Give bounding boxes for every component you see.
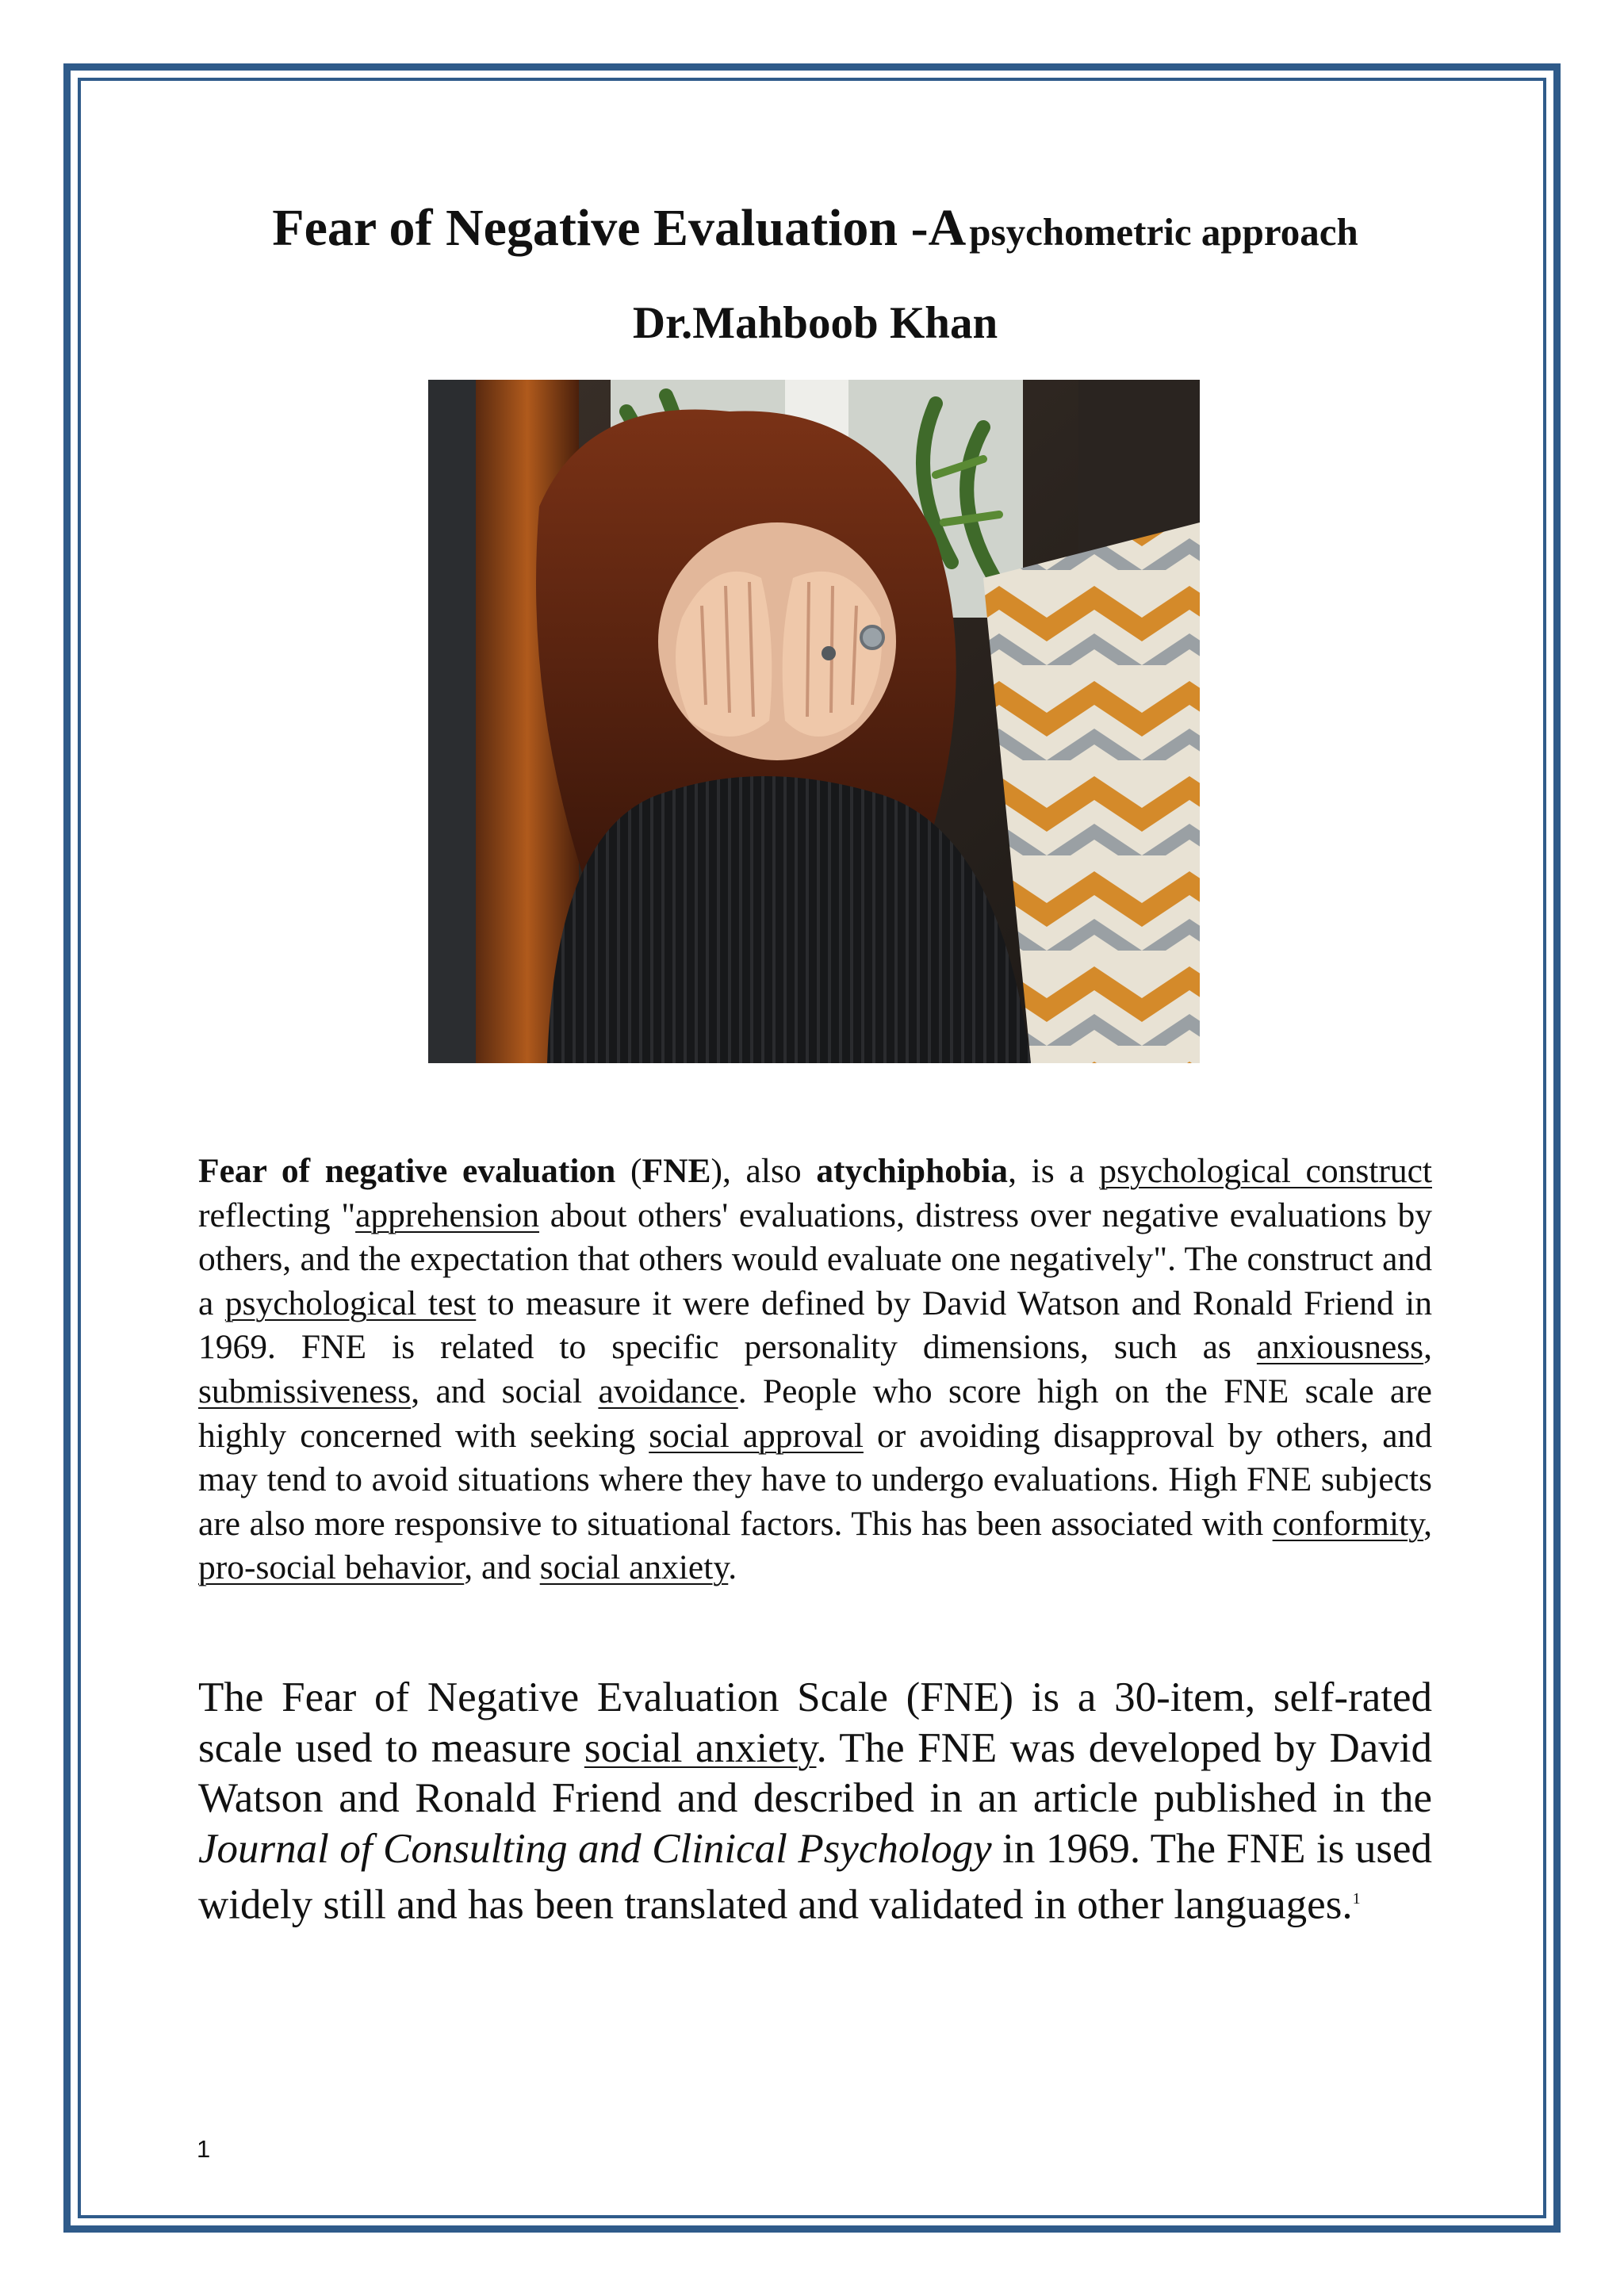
text-run: reflecting " (198, 1196, 356, 1234)
term-fne-abbrev: FNE (642, 1152, 711, 1190)
term-atychiphobia: atychiphobia (816, 1152, 1009, 1190)
link-anxiousness[interactable]: anxiousness (1256, 1328, 1424, 1367)
page-number: 1 (197, 2135, 211, 2163)
text-run: . The FNE was developed by David Watson and Ronald Friend and described in an article published in the (198, 1724, 1432, 1821)
paragraph-fne-scale (198, 1673, 1432, 1931)
link-social-anxiety[interactable]: social anxiety (539, 1548, 729, 1587)
document-title (198, 198, 1432, 258)
link-social-anxiety[interactable]: social anxiety (584, 1724, 817, 1771)
text-run: , (1423, 1328, 1432, 1367)
text-run: . People who score high on the FNE scale are highly concerned with seeking (198, 1372, 1432, 1455)
text-run: in 1969. The FNE is used widely still and has been translated and validated in other languages. (198, 1825, 1432, 1928)
title-sub: psychometric approach (969, 210, 1358, 254)
woman-covering-face-photo (428, 380, 1200, 1063)
link-psychological-test[interactable]: psychological test (224, 1284, 477, 1322)
link-pro-social-behavior[interactable]: pro-social behavior (198, 1548, 465, 1587)
paragraph-fne-definition (198, 1150, 1432, 1590)
term-fne: Fear of negative evaluation (198, 1152, 616, 1190)
author-name: Dr.Mahboob Khan (632, 298, 998, 348)
text-run: . (728, 1548, 737, 1587)
link-social-approval[interactable]: social approval (649, 1416, 864, 1455)
link-apprehension[interactable]: apprehension (355, 1196, 540, 1234)
text-run: ), also (710, 1152, 817, 1190)
text-run: ( (615, 1152, 642, 1190)
footnote-marker[interactable]: 1 (1352, 1890, 1361, 1908)
link-submissiveness[interactable]: submissiveness (198, 1372, 412, 1410)
link-psychological-construct[interactable]: psychological construct (1099, 1152, 1432, 1190)
text-run: , and social (411, 1372, 599, 1410)
title-main: Fear of Negative Evaluation -A (272, 199, 967, 257)
text-run: about others' evaluations, distress over negative evaluations by others, and the expectation that others would evaluate one negatively". The construct and a (198, 1196, 1432, 1322)
text-run: , and (464, 1548, 540, 1587)
text-run: to measure it were defined by David Watson and Ronald Friend in 1969. FNE is related to specific personality dimensions, such as (198, 1284, 1433, 1367)
journal-title: Journal of Consulting and Clinical Psychology (198, 1825, 992, 1872)
link-avoidance[interactable]: avoidance (598, 1372, 738, 1410)
link-conformity[interactable]: conformity (1272, 1504, 1424, 1543)
text-run: , (1423, 1504, 1432, 1543)
text-run: The Fear of Negative Evaluation Scale (FNE) is a 30-item, self-rated scale used to measure (198, 1674, 1432, 1771)
text-run: , is a (1008, 1152, 1100, 1190)
text-run: or avoiding disapproval by others, and may tend to avoid situations where they have to undergo evaluations. High FNE subjects are also more responsive to situational factors. This has been associated with (198, 1416, 1433, 1543)
